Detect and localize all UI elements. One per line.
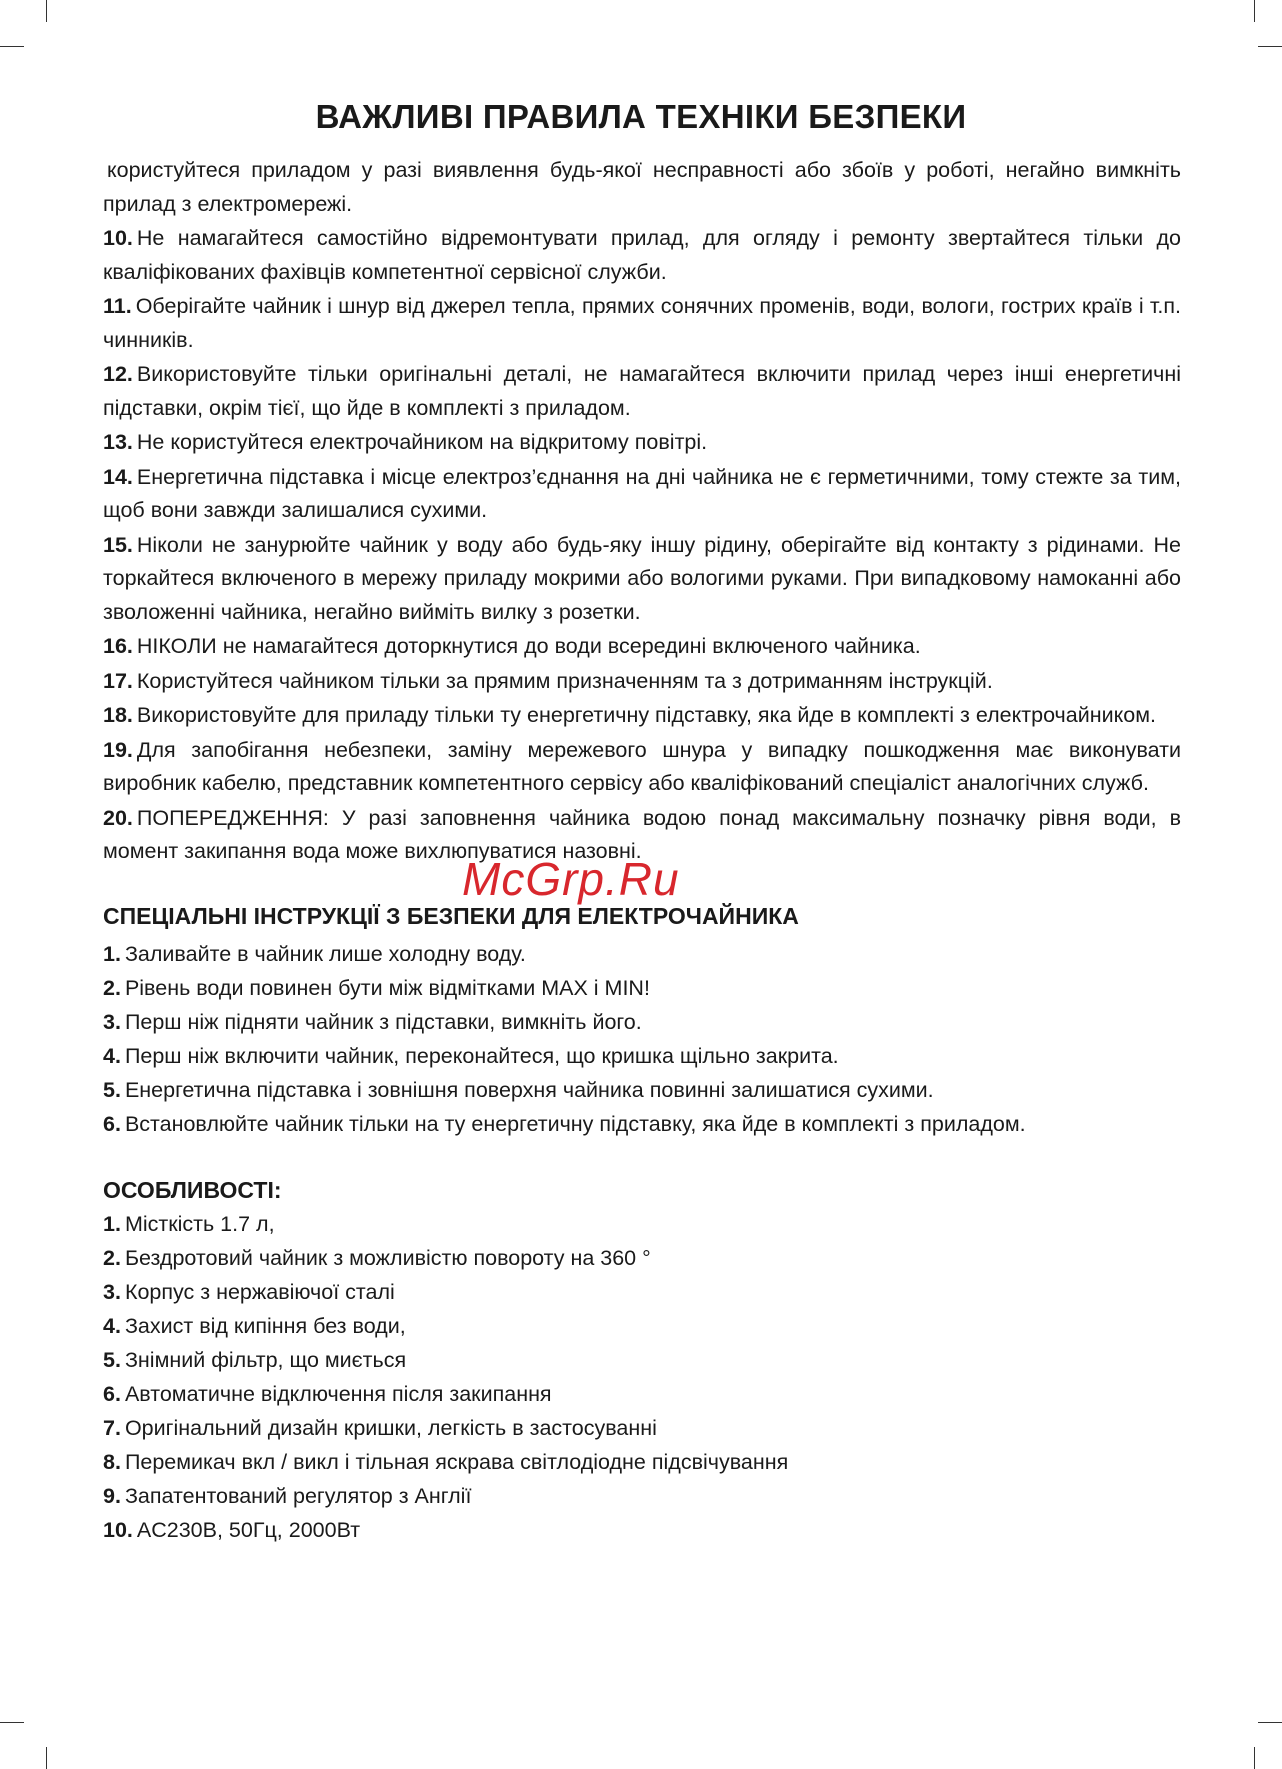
- crop-mark-top-left-h: [0, 46, 24, 47]
- rule-item: 20. ПОПЕРЕДЖЕННЯ: У разі заповнення чайника водою понад максимальну позначку рівня води, в момент закипання вода може вихлюпуватися назовні.: [103, 805, 1181, 863]
- features-title: ОСОБЛИВОСТІ:: [103, 1177, 282, 1203]
- list-item: 6. Автоматичне відключення після закипання: [103, 1382, 552, 1406]
- crop-mark-top-left-v: [46, 0, 47, 22]
- page-title: ВАЖЛИВІ ПРАВИЛА ТЕХНІКИ БЕЗПЕКИ: [315, 98, 967, 135]
- list-item: 8. Перемикач вкл / викл і тільная яскрава світлодіодне підсвічування: [103, 1450, 789, 1474]
- special-instructions-title: СПЕЦІАЛЬНІ ІНСТРУКЦІЇ З БЕЗПЕКИ ДЛЯ ЕЛЕКТРОЧАЙНИКА: [103, 903, 799, 929]
- rule-item: 19. Для запобігання небезпеки, заміну мережевого шнура у випадку пошкодження має виконувати виробник кабелю, представник компетентного сервісу або кваліфікований спеціаліст аналогічних служб.: [103, 737, 1181, 795]
- crop-mark-top-right-v: [1254, 0, 1255, 22]
- list-item: 6. Встановлюйте чайник тільки на ту енергетичну підставку, яка йде в комплекті з приладом.: [103, 1112, 1026, 1136]
- features-list: [103, 1207, 1181, 1547]
- rule-item: 14. Енергетична підставка і місце електроз’єднання на дні чайника не є герметичними, тому стежте за тим, щоб вони завжди залишалися сухими.: [103, 464, 1181, 522]
- crop-mark-bottom-right-v: [1254, 1747, 1255, 1769]
- crop-mark-bottom-left-v: [46, 1747, 47, 1769]
- list-item: 1. Місткість 1.7 л,: [103, 1212, 275, 1236]
- rule-item: 16. НІКОЛИ не намагайтеся доторкнутися до води всередині включеного чайника.: [103, 634, 921, 658]
- watermark-logo: McGrp.Ru: [462, 853, 680, 905]
- list-item: 4. Захист від кипіння без води,: [103, 1314, 406, 1338]
- list-item: 2. Рівень води повинен бути між відмітками MAX і MIN!: [103, 976, 650, 1000]
- rule-item: 12. Використовуйте тільки оригінальні деталі, не намагайтеся включити прилад через інші енергетичні підставки, окрім тієї, що йде в комплекті з приладом.: [103, 362, 1181, 420]
- rule-item: 10. Не намагайтеся самостійно відремонтувати прилад, для огляду і ремонту звертайтеся тільки до кваліфікованих фахівців компетентної сервісної служби.: [103, 226, 1181, 284]
- crop-mark-bottom-left-h: [0, 1722, 24, 1723]
- list-item: 4. Перш ніж включити чайник, переконайтеся, що кришка щільно закрита.: [103, 1044, 839, 1068]
- rule-item: користуйтеся приладом у разі виявлення будь-якої несправності або збоїв у роботі, негайно вимкніть прилад з електромережі.: [103, 158, 1181, 216]
- rule-item: 17. Користуйтеся чайником тільки за прямим призначенням та з дотриманням інструкцій.: [103, 668, 993, 693]
- list-item: 3. Корпус з нержавіючої сталі: [103, 1280, 395, 1304]
- special-instructions-list: [103, 937, 1181, 1141]
- rule-item: 15. Ніколи не занурюйте чайник у воду або будь-яку іншу рідину, оберігайте від контакту з рідинами. Не торкайтеся включеного в мережу приладу мокрими або вологими руками. При випадковому намоканні або зволоженні чайника, негайно вийміть вилку з розетки.: [103, 532, 1181, 624]
- rule-item: 11. Оберігайте чайник і шнур від джерел тепла, прямих сонячних променів, води, вологи, гострих країв і т.п. чинників.: [103, 294, 1181, 352]
- crop-mark-bottom-right-h: [1258, 1722, 1282, 1723]
- list-item: 5. Знімний фільтр, що миється: [103, 1348, 407, 1372]
- safety-rules: [103, 154, 1181, 870]
- list-item: 2. Бездротовий чайник з можливістю повороту на 360 °: [103, 1246, 651, 1270]
- list-item: 9. Запатентований регулятор з Англії: [103, 1484, 472, 1508]
- rule-item: 18. Використовуйте для приладу тільки ту енергетичну підставку, яка йде в комплекті з електрочайником.: [103, 703, 1156, 727]
- list-item: 1. Заливайте в чайник лише холодну воду.: [103, 942, 526, 966]
- crop-mark-top-right-h: [1258, 46, 1282, 47]
- list-item: 3. Перш ніж підняти чайник з підставки, вимкніть його.: [103, 1010, 642, 1034]
- list-item: 7. Оригінальний дизайн кришки, легкість в застосуванні: [103, 1416, 657, 1440]
- rule-item: 13. Не користуйтеся електрочайником на відкритому повітрі.: [103, 430, 708, 454]
- list-item: 10. AC230В, 50Гц, 2000Вт: [103, 1518, 361, 1542]
- list-item: 5. Енергетична підставка і зовнішня поверхня чайника повинні залишатися сухими.: [103, 1078, 934, 1102]
